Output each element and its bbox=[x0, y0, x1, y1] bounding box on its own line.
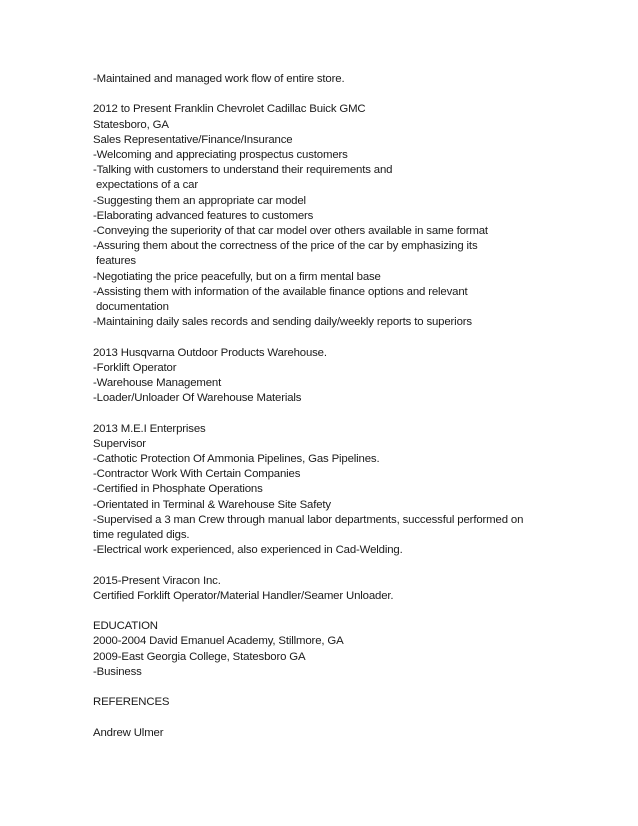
mei-title: Supervisor bbox=[93, 437, 146, 450]
education-item: 2009-East Georgia College, Statesboro GA bbox=[93, 650, 306, 663]
viracon-section bbox=[93, 574, 623, 604]
references-section bbox=[93, 695, 623, 741]
husqvarna-section bbox=[93, 346, 623, 407]
franklin-duty: -Assuring them about the correctness of the price of the car by emphasizing its bbox=[93, 240, 478, 253]
franklin-duty: -Suggesting them an appropriate car model bbox=[93, 194, 306, 207]
franklin-duty: -Welcoming and appreciating prospectus customers bbox=[93, 149, 348, 161]
franklin-duty: -Talking with customers to understand their requirements and bbox=[93, 164, 393, 177]
franklin-duty: -Assisting them with information of the available finance options and relevant bbox=[93, 285, 468, 298]
franklin-duty: -Conveying the superiority of that car model over others available in same format bbox=[93, 225, 488, 238]
husqvarna-duty: -Warehouse Management bbox=[93, 377, 222, 390]
section-gap bbox=[93, 406, 623, 421]
franklin-heading: 2012 to Present Franklin Chevrolet Cadillac Buick GMC bbox=[93, 103, 366, 116]
mei-duty: -Supervised a 3 man Crew through manual labor departments, successful performed on bbox=[93, 513, 524, 526]
franklin-duty-continued: features bbox=[96, 255, 136, 268]
reference-name: Andrew Ulmer bbox=[93, 726, 164, 739]
section-gap bbox=[93, 710, 623, 725]
section-gap bbox=[93, 558, 623, 573]
mei-duty: -Electrical work experienced, also experienced in Cad-Welding. bbox=[93, 544, 403, 557]
franklin-title: Sales Representative/Finance/Insurance bbox=[93, 133, 293, 146]
franklin-duty: -Negotiating the price peacefully, but on a firm mental base bbox=[93, 270, 381, 283]
franklin-duty: -Elaborating advanced features to customers bbox=[93, 209, 314, 222]
mei-heading: 2013 M.E.I Enterprises bbox=[93, 422, 206, 435]
husqvarna-heading: 2013 Husqvarna Outdoor Products Warehouse. bbox=[93, 346, 327, 359]
viracon-heading: 2015-Present Viracon Inc. bbox=[93, 574, 221, 587]
mei-duty: -Certified in Phosphate Operations bbox=[93, 483, 263, 496]
mei-duty: -Orientated in Terminal & Warehouse Site Safety bbox=[93, 498, 331, 511]
education-item: 2000-2004 David Emanuel Academy, Stillmore, GA bbox=[93, 635, 344, 648]
section-gap bbox=[93, 87, 623, 102]
education-item: -Business bbox=[93, 665, 142, 678]
mei-duty: -Cathotic Protection Of Ammonia Pipelines, Gas Pipelines. bbox=[93, 453, 380, 466]
intro-duty: -Maintained and managed work flow of entire store. bbox=[93, 73, 345, 85]
franklin-duty: -Maintaining daily sales records and sending daily/weekly reports to superiors bbox=[93, 316, 472, 329]
franklin-duty-continued: documentation bbox=[96, 301, 169, 314]
section-gap bbox=[93, 330, 623, 345]
franklin-duty-continued: expectations of a car bbox=[96, 179, 198, 192]
mei-duty: -Contractor Work With Certain Companies bbox=[93, 468, 301, 481]
mei-section bbox=[93, 422, 623, 559]
references-heading: REFERENCES bbox=[93, 696, 170, 709]
mei-duty-continued: time regulated digs. bbox=[93, 529, 190, 542]
section-gap bbox=[93, 604, 623, 619]
husqvarna-duty: -Loader/Unloader Of Warehouse Materials bbox=[93, 392, 302, 405]
education-section bbox=[93, 619, 623, 680]
viracon-title: Certified Forklift Operator/Material Handler/Seamer Unloader. bbox=[93, 589, 394, 602]
franklin-location: Statesboro, GA bbox=[93, 118, 169, 131]
resume-page bbox=[93, 72, 623, 741]
franklin-section bbox=[93, 102, 623, 330]
husqvarna-duty: -Forklift Operator bbox=[93, 361, 177, 374]
education-heading: EDUCATION bbox=[93, 620, 158, 633]
section-gap bbox=[93, 680, 623, 695]
